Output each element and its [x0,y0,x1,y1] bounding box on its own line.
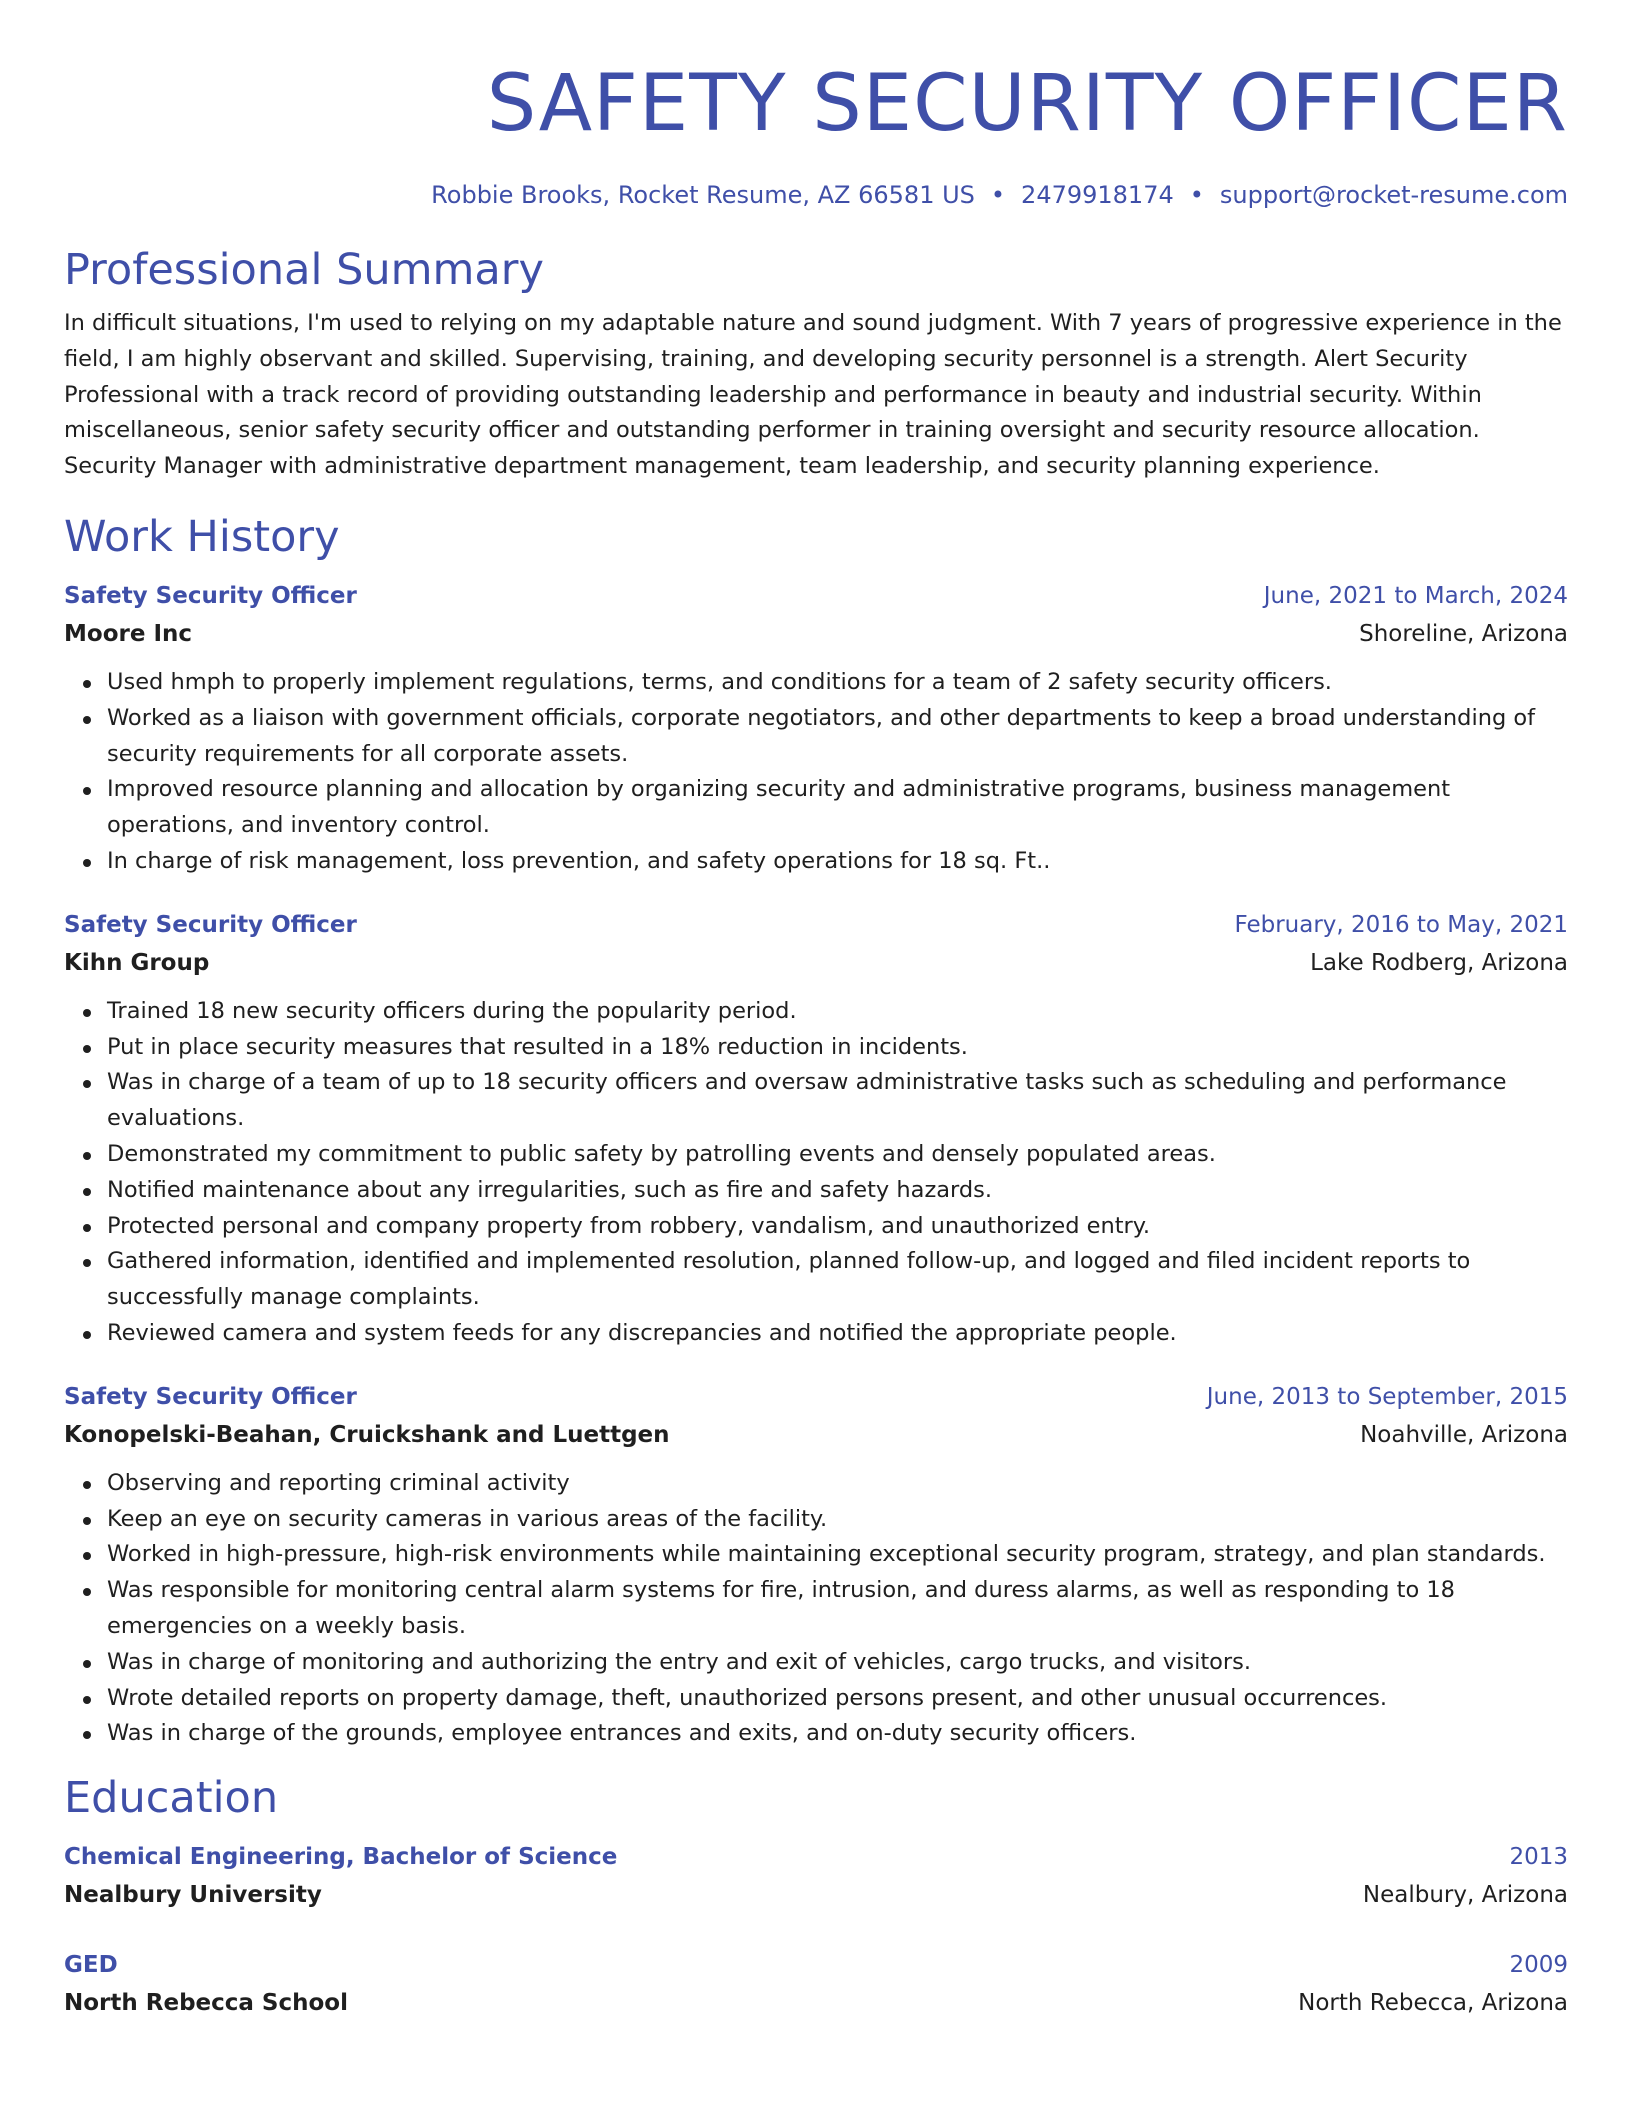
job-company-row [64,944,1568,982]
job-entry [64,577,1568,880]
job-bullet: Demonstrated my commitment to public safety by patrolling events and densely populated areas. [107,1137,1568,1173]
contact-email[interactable]: support@rocket-resume.com [1219,181,1568,209]
job-role: Safety Security Officer [64,911,357,938]
education-location: Nealbury, Arizona [1362,1882,1568,1909]
job-bullet: Observing and reporting criminal activity [107,1466,1568,1502]
education-header-row [64,1838,1568,1876]
job-bullet: Was in charge of the grounds, employee entrances and exits, and on-duty security officers. [107,1716,1568,1752]
job-bullets [64,994,1568,1352]
job-bullet: Was in charge of monitoring and authorizing the entry and exit of vehicles, cargo trucks, and visitors. [107,1645,1568,1681]
education-degree: GED [64,1952,118,1979]
education-school: North Rebecca School [64,1990,348,2017]
education-header-row [64,1946,1568,1984]
education-school: Nealbury University [64,1882,322,1909]
education-degree: Chemical Engineering, Bachelor of Science [64,1844,618,1871]
resume-title: SAFETY SECURITY OFFICER [486,59,1568,149]
education-entry [64,1838,1568,1914]
work-history-heading: Work History [64,511,340,562]
education-year: 2009 [1509,1952,1568,1979]
job-bullet: Protected personal and company property from robbery, vandalism, and unauthorized entry. [107,1209,1568,1245]
contact-phone[interactable]: 2479918174 [1021,181,1174,209]
job-entry [64,1378,1568,1752]
job-company: Konopelski-Beahan, Cruickshank and Luettgen [64,1421,670,1448]
contact-separator: • [1189,181,1204,209]
job-bullet: Improved resource planning and allocation by organizing security and administrative programs, business management operations, and inventory control. [107,772,1568,844]
job-company-row [64,615,1568,653]
job-location: Lake Rodberg, Arizona [1310,949,1568,976]
job-company: Kihn Group [64,949,210,976]
contact-address: Robbie Brooks, Rocket Resume, AZ 66581 US [431,181,975,209]
job-dates: June, 2021 to March, 2024 [1263,582,1568,609]
job-dates: February, 2016 to May, 2021 [1234,911,1568,938]
job-bullet: Wrote detailed reports on property damage, theft, unauthorized persons present, and other unusual occurrences. [107,1681,1568,1717]
job-role: Safety Security Officer [64,582,357,609]
job-bullet: In charge of risk management, loss prevention, and safety operations for 18 sq. Ft.. [107,844,1568,880]
resume-header [64,54,1568,212]
job-bullets [64,665,1568,880]
job-bullet: Worked in high-pressure, high-risk environments while maintaining exceptional security program, strategy, and plan standards. [107,1537,1568,1573]
job-header-row [64,906,1568,944]
contact-line [64,178,1568,212]
education-entry [64,1946,1568,2022]
education-year: 2013 [1509,1844,1568,1871]
job-bullet: Keep an eye on security cameras in various areas of the facility. [107,1502,1568,1538]
job-bullet: Reviewed camera and system feeds for any discrepancies and notified the appropriate people. [107,1316,1568,1352]
job-bullet: Put in place security measures that resulted in a 18% reduction in incidents. [107,1030,1568,1066]
job-entry [64,906,1568,1352]
summary-heading: Professional Summary [64,245,544,295]
contact-separator: • [990,181,1006,209]
education-location: North Rebecca, Arizona [1298,1990,1568,2017]
job-header-row [64,1378,1568,1416]
job-header-row [64,577,1568,615]
job-bullet: Notified maintenance about any irregularities, such as fire and safety hazards. [107,1173,1568,1209]
education-school-row [64,1876,1568,1914]
job-bullet: Was in charge of a team of up to 18 security officers and oversaw administrative tasks such as scheduling and performance evaluations. [107,1065,1568,1137]
job-dates: June, 2013 to September, 2015 [1206,1383,1568,1410]
job-bullet: Gathered information, identified and implemented resolution, planned follow-up, and logged and filed incident reports to successfully manage complaints. [107,1244,1568,1316]
education-school-row [64,1984,1568,2022]
job-bullet: Worked as a liaison with government officials, corporate negotiators, and other departments to keep a broad understanding of security requirements for all corporate assets. [107,701,1568,773]
job-bullet: Was responsible for monitoring central alarm systems for fire, intrusion, and duress alarms, as well as responding to 18 emergencies on a weekly basis. [107,1573,1568,1645]
job-location: Noahville, Arizona [1360,1421,1568,1448]
job-company: Moore Inc [64,620,193,647]
job-role: Safety Security Officer [64,1383,357,1410]
job-company-row [64,1416,1568,1454]
job-location: Shoreline, Arizona [1359,620,1568,647]
job-bullet: Used hmph to properly implement regulations, terms, and conditions for a team of 2 safety security officers. [107,665,1568,701]
job-bullets [64,1466,1568,1752]
job-bullet: Trained 18 new security officers during the popularity period. [107,994,1568,1030]
summary-text: In difficult situations, I'm used to relying on my adaptable nature and sound judgment. With 7 years of progressive experience in the field, I am highly observant and skilled. Supervising, training, and developing security personnel is a strength. Alert Security Professional with a track record of providing outstanding leadership and performance in beauty and industrial security. Within miscellaneous, senior safety security officer and outstanding performer in training oversight and security resource allocation. Security Manager with administrative department management, team leadership, and security planning experience. [64,310,1562,480]
education-heading: Education [64,1773,279,1824]
